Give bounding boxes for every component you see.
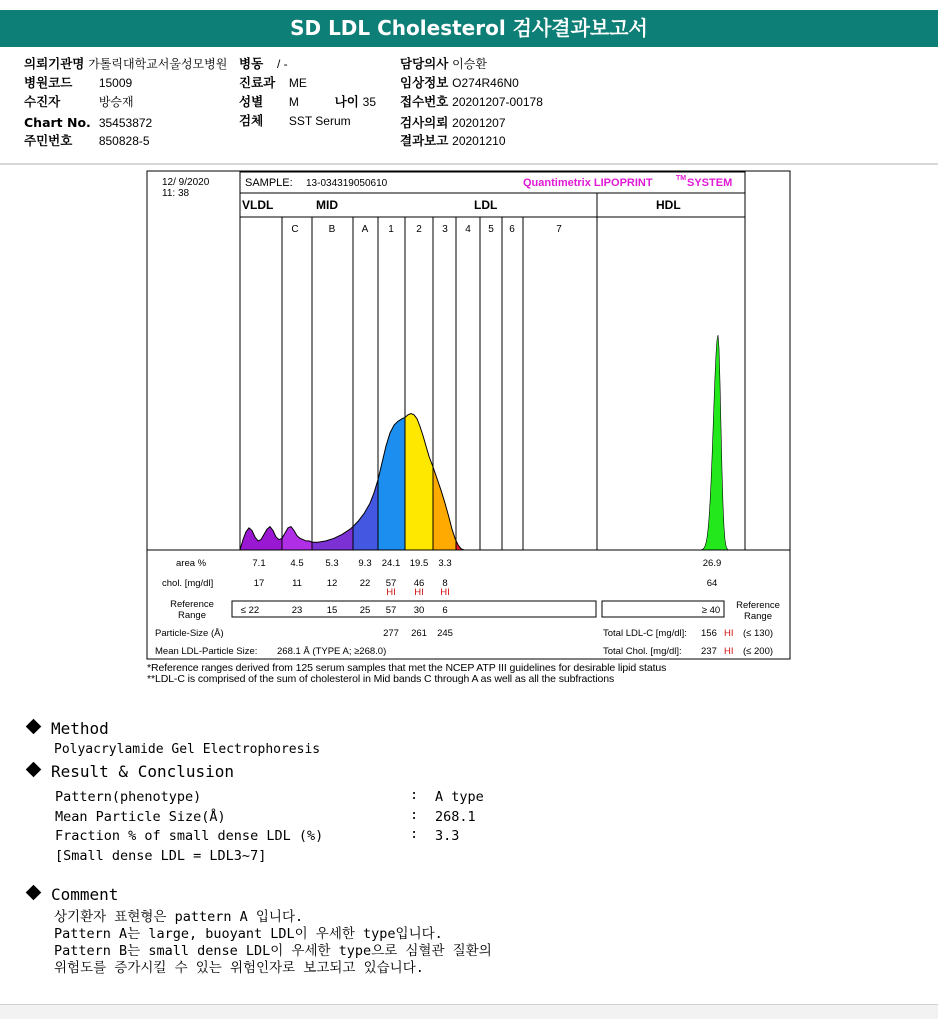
institution-value: 가톨릭대학교서울성모병원 <box>88 57 228 71</box>
hospital-code-value: 15009 <box>98 76 133 90</box>
chart-frame <box>147 171 790 659</box>
specimen-row <box>239 111 351 131</box>
result-row-label: Mean Particle Size(Å) <box>55 809 226 825</box>
comment-line: 상기환자 표현형은 pattern A 입니다. <box>54 909 304 925</box>
bullet-diamond-icon <box>26 719 42 735</box>
reference-value: 57 <box>385 605 397 616</box>
area-value: 7.1 <box>252 558 266 569</box>
ref-row-label-line1: Reference <box>170 599 214 610</box>
dept-value: ME <box>288 76 307 90</box>
name-label: 수진자 <box>24 94 61 109</box>
chart-no-row <box>24 113 152 133</box>
header-separator <box>0 163 938 165</box>
ward-row <box>239 54 288 74</box>
institution-label: 의뢰기관명 <box>24 56 85 71</box>
result-row-value: 268.1 <box>435 809 476 825</box>
result-note: [Small dense LDL = LDL3~7] <box>55 848 267 864</box>
age-value: 35 <box>362 95 376 109</box>
footnote-ldl: **LDL-C is comprised of the sum of cholesterol in Mid bands C through A as well as all the subfractions <box>147 673 615 685</box>
bottom-scrollbar[interactable] <box>0 1004 938 1019</box>
reference-value: ≥ 40 <box>701 605 721 616</box>
result-row-colon: : <box>410 826 419 842</box>
hospital-code-row <box>24 73 132 93</box>
sex-value: M <box>288 95 299 109</box>
sample-id: 13-034319050610 <box>306 178 388 189</box>
total-chol-label: Total Chol. [mg/dl]: <box>603 646 682 657</box>
hospital-code-label: 병원코드 <box>24 75 73 90</box>
specimen-value: SST Serum <box>288 114 351 128</box>
group-hdl: HDL <box>656 198 681 212</box>
band-b: B <box>328 224 336 235</box>
particle-size-value: 261 <box>411 628 427 639</box>
area-value: 3.3 <box>438 558 452 569</box>
receipt-label: 접수번호 <box>400 94 449 109</box>
result-heading <box>28 762 234 781</box>
brand-suffix: SYSTEM <box>687 177 733 189</box>
name-value: 방승재 <box>98 95 134 109</box>
clinical-value: O274R46N0 <box>452 76 519 90</box>
area-value: 9.3 <box>358 558 372 569</box>
mean-size-label: Mean LDL-Particle Size: <box>155 646 258 657</box>
chol-value: 17 <box>253 578 265 589</box>
comment-line: Pattern B는 small dense LDL이 우세한 type으로 심혈관 질환의 <box>54 943 492 959</box>
result-row-label: Fraction % of small dense LDL (%) <box>55 828 324 844</box>
band-7: 7 <box>556 224 562 235</box>
brand-tm: TM <box>676 175 687 182</box>
result-row-value: 3.3 <box>435 828 460 844</box>
bullet-diamond-icon <box>26 885 42 901</box>
ward-label: 병동 <box>239 56 264 71</box>
hi-flag: HI <box>440 587 450 598</box>
report-title: SD LDL Cholesterol 검사결과보고서 <box>0 10 938 47</box>
chol-value: 22 <box>359 578 371 589</box>
total-ldl-flag: HI <box>724 628 734 639</box>
result-row-colon: : <box>410 807 419 823</box>
clinical-label: 임상정보 <box>400 75 449 90</box>
sample-label: SAMPLE: <box>245 177 293 189</box>
comment-heading-text: Comment <box>51 885 119 904</box>
mean-size-value: 268.1 Å (TYPE A; ≥268.0) <box>277 646 387 657</box>
rrn-label: 주민번호 <box>24 133 73 148</box>
reference-value: 15 <box>326 605 338 616</box>
chol-row-label: chol. [mg/dl] <box>162 578 214 589</box>
area-row-label: area % <box>176 558 207 569</box>
method-heading-text: Method <box>51 719 109 738</box>
band-6: 6 <box>509 224 515 235</box>
total-ldl-ref: (≤ 130) <box>743 628 774 639</box>
total-ldl-label: Total LDL-C [mg/dl]: <box>603 628 687 639</box>
result-row-colon: : <box>410 787 419 803</box>
group-vldl: VLDL <box>242 198 274 212</box>
total-ldl-value: 156 <box>701 628 717 639</box>
area-value: 4.5 <box>290 558 304 569</box>
chol-value: 8 <box>442 578 448 589</box>
specimen-label: 검체 <box>239 113 264 128</box>
rrn-value: 850828-5 <box>98 134 150 148</box>
ref-row-label-line2: Range <box>178 610 206 621</box>
area-value: 26.9 <box>702 558 722 569</box>
band-5: 5 <box>488 224 494 235</box>
ref-right-label-line2: Range <box>744 611 772 622</box>
name-row <box>24 92 134 112</box>
comment-line: 위험도를 증가시킬 수 있는 위험인자로 보고되고 있습니다. <box>54 960 424 976</box>
rrn-row <box>24 131 150 151</box>
chart-no-label: Chart No. <box>24 115 91 130</box>
group-mid: MID <box>316 198 338 212</box>
footnote-reference: *Reference ranges derived from 125 serum samples that met the NCEP ATP III guidelines for desirable lipid status <box>147 662 667 674</box>
sex-label: 성별 <box>239 94 264 109</box>
total-chol-ref: (≤ 200) <box>743 646 774 657</box>
receipt-row <box>400 92 543 112</box>
chol-value: 11 <box>292 578 302 589</box>
clinical-row <box>400 73 519 93</box>
brand-name: Quantimetrix LIPOPRINT <box>523 177 653 189</box>
request-row <box>400 113 506 133</box>
comment-line: Pattern A는 large, buoyant LDL이 우세한 type입니다. <box>54 926 443 942</box>
hi-flag: HI <box>386 587 396 598</box>
reference-value: ≤ 22 <box>240 605 260 616</box>
chart-no-value: 35453872 <box>98 116 153 130</box>
chart-time: 11: 38 <box>162 188 190 199</box>
result-date-value: 20201210 <box>452 134 506 148</box>
total-chol-flag: HI <box>724 646 734 657</box>
particle-size-value: 277 <box>383 628 399 639</box>
method-text: Polyacrylamide Gel Electrophoresis <box>54 742 321 757</box>
band-4: 4 <box>465 224 471 235</box>
chol-value: 46 <box>413 578 425 589</box>
total-chol-value: 237 <box>701 646 717 657</box>
reference-value: 25 <box>359 605 371 616</box>
ref-right-label-line1: Reference <box>736 600 780 611</box>
hi-flag: HI <box>414 587 424 598</box>
result-row-value: A type <box>435 789 484 805</box>
area-value: 19.5 <box>409 558 429 569</box>
bullet-diamond-icon <box>26 762 42 778</box>
receipt-value: 20201207-00178 <box>452 95 543 109</box>
band-c: C <box>291 224 299 235</box>
reference-value: 23 <box>291 605 303 616</box>
lipoprint-chart <box>146 170 792 662</box>
chol-value: 12 <box>326 578 338 589</box>
particle-size-value: 245 <box>437 628 453 639</box>
particle-row-label: Particle-Size (Å) <box>155 628 224 639</box>
result-heading-text: Result & Conclusion <box>51 762 235 781</box>
result-row-label: Pattern(phenotype) <box>55 789 202 805</box>
reference-value: 30 <box>413 605 425 616</box>
age-label: 나이 <box>334 94 359 109</box>
dept-label: 진료과 <box>239 75 276 90</box>
chol-value: 57 <box>385 578 397 589</box>
dept-row <box>239 73 307 93</box>
reference-value: 6 <box>442 605 448 616</box>
band-a: A <box>361 224 369 235</box>
doctor-row <box>400 54 487 74</box>
request-value: 20201207 <box>452 116 506 130</box>
band-1: 1 <box>388 224 394 235</box>
institution-row <box>24 54 227 74</box>
sex-age-row <box>239 92 376 112</box>
band-2: 2 <box>416 224 422 235</box>
area-value: 24.1 <box>381 558 401 569</box>
result-date-label: 결과보고 <box>400 133 449 148</box>
method-heading <box>28 719 109 738</box>
area-value: 5.3 <box>325 558 339 569</box>
group-ldl: LDL <box>474 198 498 212</box>
chart-date: 12/ 9/2020 <box>162 177 210 188</box>
result-date-row <box>400 131 506 151</box>
doctor-label: 담당의사 <box>400 56 449 71</box>
request-label: 검사의뢰 <box>400 115 449 130</box>
doctor-value: 이승환 <box>452 57 487 71</box>
chol-value: 64 <box>706 578 718 589</box>
ward-value: / - <box>276 57 288 71</box>
comment-heading <box>28 885 118 904</box>
band-3: 3 <box>442 224 448 235</box>
